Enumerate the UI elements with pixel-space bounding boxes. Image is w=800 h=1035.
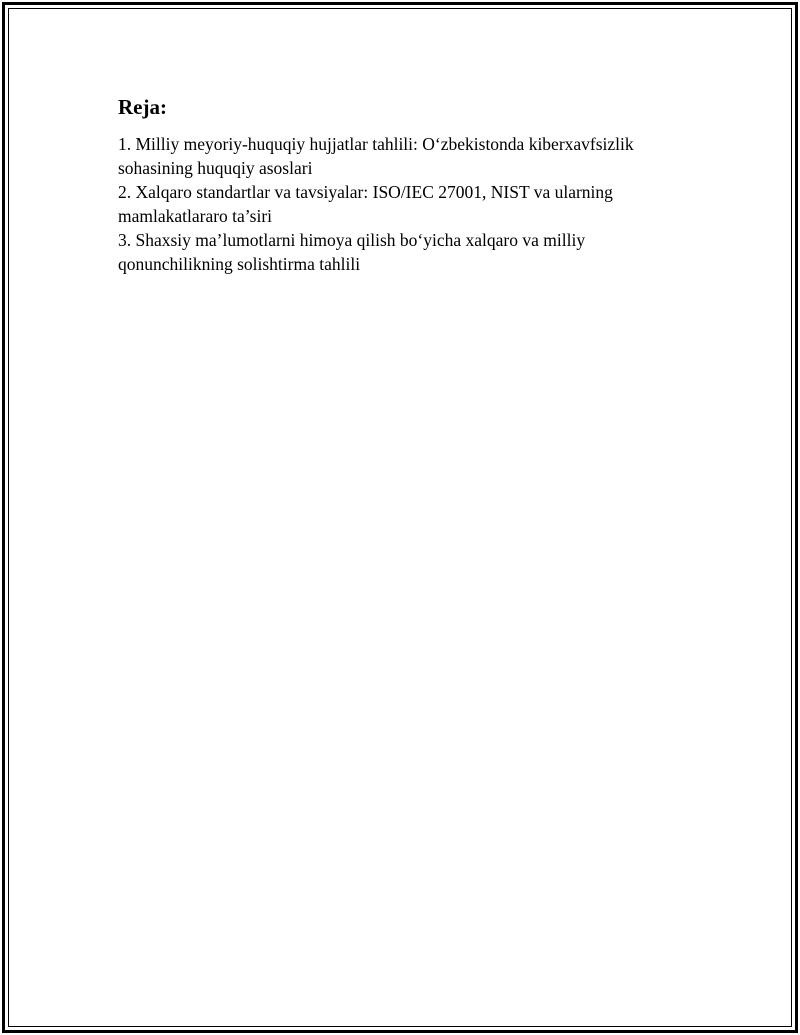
plan-list <box>118 132 678 276</box>
plan-item-3: 3. Shaxsiy ma’lumotlarni himoya qilish bo‘yicha xalqaro va milliy qonunchilikning solishtirma tahlili <box>118 230 586 274</box>
document-content <box>118 94 678 276</box>
plan-item-2: 2. Xalqaro standartlar va tavsiyalar: ISO/IEC 27001, NIST va ularning mamlakatlararo ta’siri <box>118 182 613 226</box>
plan-heading: Reja: <box>118 95 167 119</box>
plan-item-1: 1. Milliy meyoriy-huquqiy hujjatlar tahlili: O‘zbekistonda kiberxavfsizlik sohasining huquqiy asoslari <box>118 134 634 178</box>
